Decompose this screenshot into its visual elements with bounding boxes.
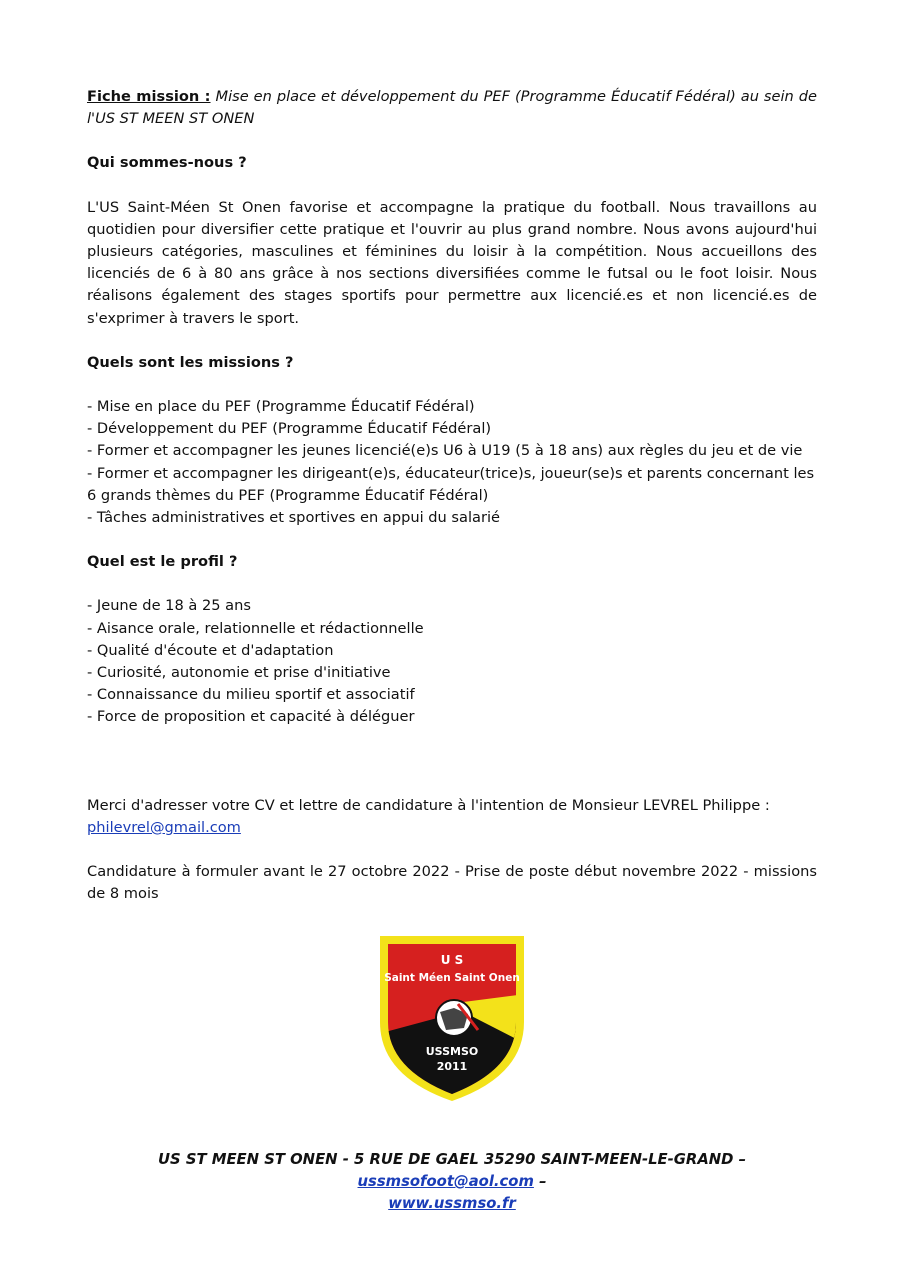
footer-dash: –	[539, 1173, 547, 1190]
list-item: - Tâches administratives et sportives en appui du salarié	[87, 509, 501, 527]
list-item: - Connaissance du milieu sportif et associatif	[87, 686, 415, 704]
document-body	[87, 86, 817, 905]
list-item: - Développement du PEF (Programme Éducatif Fédéral)	[87, 420, 492, 438]
contact-email-link[interactable]: philevrel@gmail.com	[87, 818, 241, 836]
list-item: - Former et accompagner les jeunes licencié(e)s U6 à U19 (5 à 18 ans) aux règles du jeu et de vie	[87, 442, 803, 460]
contact-paragraph	[87, 795, 817, 839]
missions-list	[87, 396, 817, 529]
logo-text-club: Saint Méen Saint Onen	[384, 972, 520, 984]
list-item: - Qualité d'écoute et d'adaptation	[87, 641, 334, 659]
footer-address: US ST MEEN ST ONEN - 5 RUE DE GAEL 35290 SAINT-MEEN-LE-GRAND –	[158, 1151, 746, 1168]
about-text: L'US Saint-Méen St Onen favorise et accompagne la pratique du football. Nous travaillons au quotidien pour diversifier cette pratique et l'ouvrir au plus grand nombre. Nous avons aujourd'hui plusieurs catégories, masculines et féminines du loisir à la compétition. Nous accueillons des licenciés de 6 à 80 ans grâce à nos sections diversifiées comme le futsal ou le foot loisir. Nous réalisons également des stages sportifs pour permettre aux licencié.es et non licencié.es de s'exprimer à travers le sport.	[87, 198, 817, 327]
list-item: - Jeune de 18 à 25 ans	[87, 597, 251, 615]
logo-text-year: 2011	[436, 1060, 468, 1073]
list-item: - Curiosité, autonomie et prise d'initiative	[87, 664, 391, 682]
logo-text-us: U S	[440, 953, 464, 967]
deadline-text: Candidature à formuler avant le 27 octobre 2022 - Prise de poste début novembre 2022 - missions de 8 mois	[87, 863, 817, 903]
contact-text: Merci d'adresser votre CV et lettre de candidature à l'intention de Monsieur LEVREL Philippe :	[87, 796, 770, 814]
list-item: - Aisance orale, relationnelle et rédactionnelle	[87, 619, 424, 637]
footer-email-link[interactable]: ussmsofoot@aol.com	[357, 1173, 534, 1190]
profile-heading: Quel est le profil ?	[87, 553, 238, 571]
about-heading: Qui sommes-nous ?	[87, 154, 247, 172]
mission-label: Fiche mission :	[87, 88, 211, 105]
list-item: - Mise en place du PEF (Programme Éducatif Fédéral)	[87, 398, 475, 416]
footer-website-link[interactable]: www.ussmso.fr	[388, 1195, 516, 1212]
list-item: - Former et accompagner les dirigeant(e)s, éducateur(trice)s, joueur(se)s et parents concernant les 6 grands thèmes du PEF (Programme Éducatif Fédéral)	[87, 464, 815, 504]
footer	[87, 1149, 817, 1215]
profile-list	[87, 595, 817, 728]
missions-heading: Quels sont les missions ?	[87, 353, 294, 371]
mission-subject: Mise en place et développement du PEF (Programme Éducatif Fédéral) au sein de l'US ST MEEN ST ONEN	[87, 88, 817, 128]
club-logo	[378, 934, 526, 1102]
club-crest-icon	[378, 934, 526, 1102]
list-item: - Force de proposition et capacité à déléguer	[87, 708, 415, 726]
mission-title	[87, 86, 817, 130]
logo-text-acronym: USSMSO	[425, 1045, 479, 1058]
